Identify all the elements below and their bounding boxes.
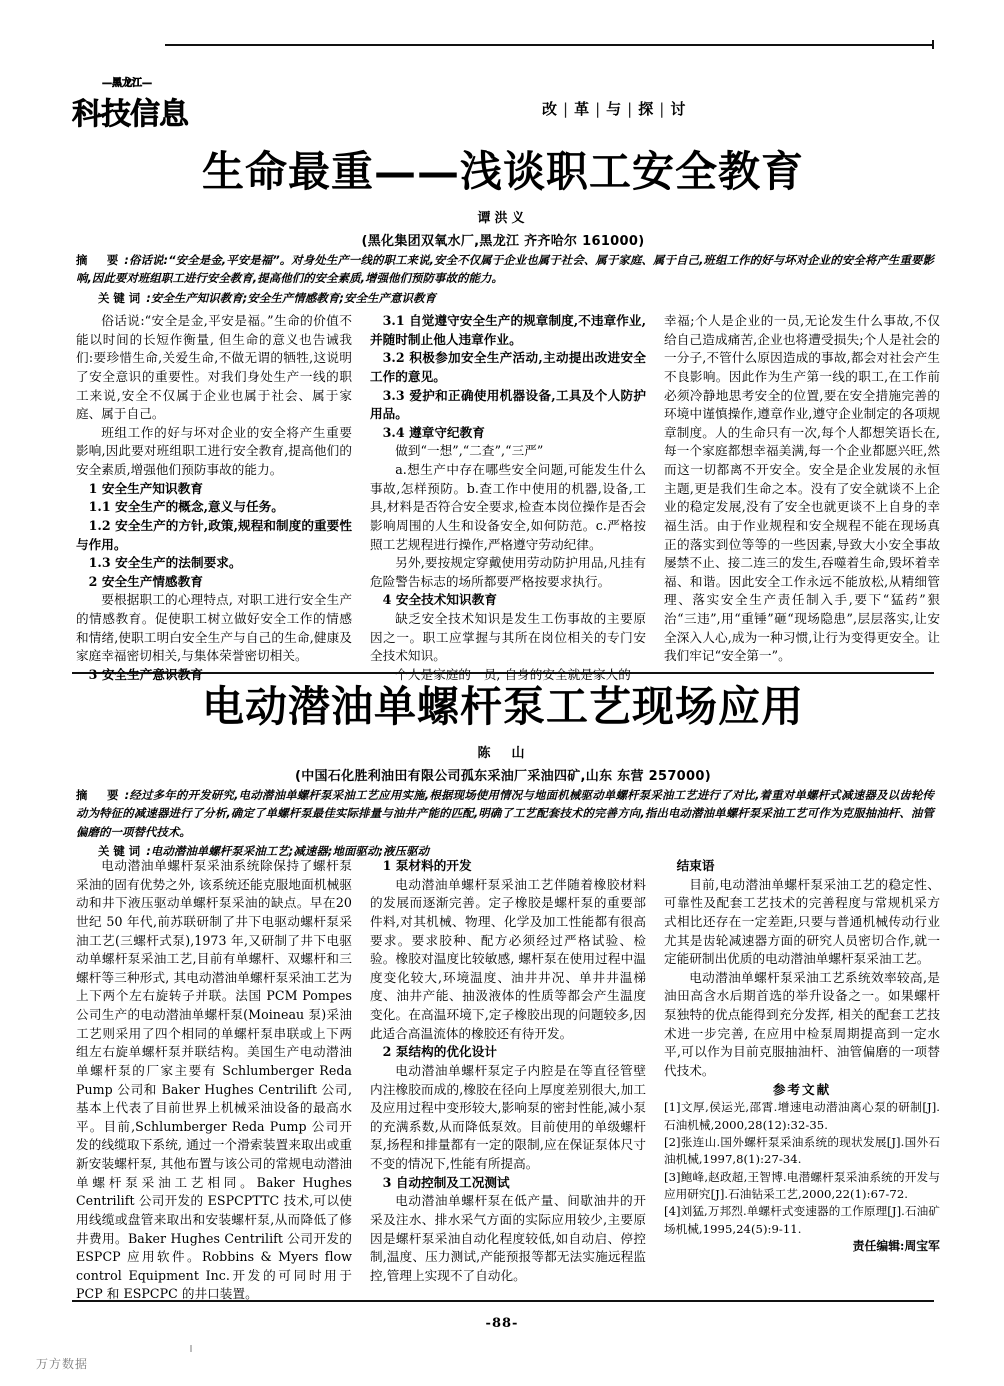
article-separator-rule: [72, 672, 934, 674]
article-2-col3-para-2: 目前,电动潜油单螺杆泵采油工艺的稳定性、可靠性及配套工艺技术的完善程度与常规机采方式相比还存在一定差距,只要与普通机械传动行业尤其是齿轮减速器方面的研究人员密切合作,就一定能研制出优质的电动潜油单螺杆泵采油工艺。: [664, 876, 940, 967]
database-watermark: 万方数据: [36, 1357, 89, 1371]
section-word-0: 改: [542, 100, 560, 118]
keywords-label-2: 关键词: [98, 844, 145, 859]
article-1-col1-para-9: 3 安全生产意识教育: [88, 666, 203, 682]
article-1-col1-para-8: 要根据职工的心理特点, 对职工进行安全生产的情感教育。促使职工树立做好安全工作的情感和情绪,使职工明白安全生产与自己的生命,健康及家庭幸福密切相关,与集体荣誉密切相关。: [76, 592, 352, 664]
article-1-col2-para-9: 缺乏安全技术知识是发生工伤事故的主要原因之一。职工应掌握与其所在岗位相关的专门安全技术知识。: [370, 611, 646, 664]
article-2-col2-para-4: 电动潜油单螺杆泵定子内腔是在等直径管壁内注橡胶而成的,橡胶在径向上厚度差别很大,加工及应用过程中变形较大,影响泵的密封性能,减小泵的充满系数,从而降低泵效。目前使用的单级螺杆泵,扬程和排量都有一定的限制,应在保证泵体尺寸不变的情况下,性能有所提高。: [370, 1062, 646, 1171]
abstract-label-2: 摘 要: [76, 788, 123, 802]
article-1-columns: [76, 312, 940, 685]
article-2-abstract-block: [76, 786, 934, 861]
article-1-col2-para-8: 4 安全技术知识教育: [382, 592, 497, 608]
abstract-text-1: :俗话说:“安全是金,平安是福”。对身处生产一线的职工来说,安全不仅属于企业也属于社会、属于家庭、属于自己,班组工作的好与坏对企业的安全将产生重要影响,因此要对班组职工进行安全教育,提高他们的安全素质,增强他们预防事故的能力。: [76, 253, 934, 286]
masthead: [72, 78, 934, 144]
page-number: -88-: [485, 1316, 519, 1331]
article-1-col1-para-5: 1.2 安全生产的方针,政策,规程和制度的重要性与作用。: [76, 517, 352, 552]
section-word-1: 革: [574, 100, 592, 118]
article-1-abstract-block: [76, 251, 934, 307]
section-sep-3: |: [659, 100, 667, 118]
article-1-col1-para-1: 俗话说:“安全是金,平安是福。”生命的价值不能以时间的长短作衡量, 但生命的意义也告诫我们:要珍惜生命,关爱生命,不做无谓的牺牲,这说明了安全意识的重要性。对我们身处生产一线的职工来说,安全不仅属于企业也属于社会、属于家庭、属于自己。: [76, 313, 352, 422]
article-1-column-1: [76, 312, 352, 685]
section-word-3: 探: [638, 100, 656, 118]
article-2-col3-para-9: 责任编辑:周宝军: [852, 1239, 940, 1254]
article-1-col1-para-3: 1 安全生产知识教育: [88, 480, 203, 496]
article-1-col1-para-6: 1.3 安全生产的法制要求。: [88, 555, 242, 571]
section-sep-2: |: [627, 100, 635, 118]
article-2-col1-para-1: 电动潜油单螺杆泵采油系统除保持了螺杆泵采油的固有优势之外, 该系统还能克服地面机械驱动和井下液压驱动单螺杆泵采油的缺点。早在20 世纪 50 年代,前苏联研制了井下电驱动螺杆泵采油工艺(三螺杆式泵),1973 年,又研制了井下电驱动单螺杆泵采油工艺,目前有单螺杆、双螺杆和三螺杆等三种形式, 其电动潜油单螺杆泵采油工艺为上下两个左右旋转子并联。法国 PCM Pompes 公司生产的电动潜油单螺杆泵(Moineau 泵)采油工艺则采用了四个相同的单螺杆泵串联或上下两组左右旋单螺杆泵并联结构。美国生产电动潜油单螺杆泵的厂家主要有 Schlumberger Reda Pump 公司和 Baker Hughes Centrilift 公司,基本上代表了目前世界上机械采油设备的最高水平。目前,Schlumberger Reda Pump 公司开发的线缆取下系统, 通过一个滑索装置来取出或重新安装螺杆泵, 其他布置与该公司的常规电动潜油单螺杆泵采油工艺相同。Baker Hughes Centrilift 公司开发的 ESPCPTTC 技术,可以使用线缆或盘管来取出和安装螺杆泵,从而降低了修井费用。Baker Hughes Centrilift 公司开发的 ESPCP 应用软件。Robbins & Myers flow control Equipment Inc.开发的可同时用于 PCP 和 ESPCPC 的井口装置。: [76, 858, 352, 1302]
journal-name: 科技信息: [72, 97, 188, 132]
article-1-col2-para-3: 3.3 爱护和正确使用机器设备,工具及个人防护用品。: [370, 387, 646, 422]
province-label: —黑龙江—: [102, 78, 152, 89]
article-2-col3-para-6: [2]张连山.国外螺杆泵采油系统的现状发展[J].国外石油机械,1997,8(1):27-34.: [664, 1134, 940, 1167]
article-1-keywords: [76, 289, 934, 307]
article-2-col2-para-6: 电动潜油单螺杆泵在低产量、间歇油井的开采及注水、排水采气方面的实际应用较少,主要原因是螺杆泵采油自动化程度较低,如自动启、停控制,温度、压力测试,产能预报等都无法实施远程监控,管理上实现不了自动化。: [370, 1193, 646, 1283]
article-1-col2-para-7: 另外,要按规定穿戴使用劳动防护用品,凡挂有危险警告标志的场所都要严格按要求执行。: [370, 555, 646, 589]
article-1-col2-para-5: 做到“一想”,“二查”,“三严”: [395, 443, 544, 459]
article-1-col2-para-10: 个人是家庭的一员, 自身的安全就是家人的: [395, 666, 631, 682]
article-1-col3-para-1: 幸福;个人是企业的一员,无论发生什么事故,不仅给自己造成痛苦,企业也将遭受损失;个人是社会的一分子,不管什么原因造成的事故,都会对社会产生不良影响。因此作为生产第一线的职工,在工作前必须冷静地思考安全的位置,要在安全措施完善的环境中谨慎操作,遵章作业,遵守企业制定的各项规章制度。人的生命只有一次,每个人都想笑语长在,每一个家庭都想幸福美满,每一个企业都愿兴旺,然而这一切都离不开安全。安全是企业发展的永恒主题,更是我们生命之本。没有了安全就谈不上企业的稳定发展,没有了安全也就更谈不上自身的幸福生活。由于作业规程和安全规程不能在现场真正的落实到位等等的一些因素,导致大小安全事故屡禁不止、接二连三的发生,吞噬着生命,毁坏着幸福、和谐。因此安全工作永远不能放松,从精细管理、落实安全生产责任制入手,要下“猛药”狠治“三违”,用“重锤”砸“现场隐患”,层层落实,让安全深入人心,成为一种习惯,让行为变得更安全。让我们牢记“安全第一”。: [664, 313, 940, 664]
article-1-column-3: [664, 312, 940, 685]
article-2-abstract: [76, 786, 934, 841]
article-1-col2-para-4: 3.4 遵章守纪教育: [382, 424, 485, 440]
article-1-affiliation: (黑化集团双氧水厂,黑龙江 齐齐哈尔 161000): [361, 234, 645, 249]
article-2-col3-para-8: [4]刘猛,万邦烈.单螺杆式变速器的工作原理[J].石油矿场机械,1995,24(5):9-11.: [664, 1204, 940, 1236]
article-2-col3-para-3: 电动潜油单螺杆泵采油工艺系统效率较高,是油田高含水后期首选的举升设备之一。如果螺杆泵独特的优点能得到充分发挥, 相关的配套工艺技术进一步完善, 在应用中检泵周期提高到一定水平,可以作为目前克服抽油杆、油管偏磨的一项替代技术。: [664, 969, 940, 1078]
article-1-col2-para-2: 3.2 积极参加安全生产活动,主动提出改进安全工作的意见。: [370, 350, 646, 384]
article-2-col2-para-3: 2 泵结构的优化设计: [382, 1044, 497, 1060]
abstract-text-2: :经过多年的开发研究,电动潜油单螺杆泵采油工艺应用实施,根据现场使用情况与地面机械驱动单螺杆泵采油工艺进行了对比,着重对单螺杆式减速器及以齿轮传动为特征的减速器进行了分析,确定了单螺杆泵最佳实际排量与油井产能的匹配,明确了工艺配套技术的完善方向,指出电动潜油单螺杆泵采油工艺可作为克服抽油杆、油管偏磨的一项替代技术。: [76, 788, 934, 839]
article-2-col3-para-4: 参考文献: [772, 1081, 832, 1097]
article-2-column-1: [76, 857, 352, 1304]
article-2-affiliation: (中国石化胜利油田有限公司孤东采油厂采油四矿,山东 东营 257000): [295, 769, 711, 784]
article-1-column-2: [370, 312, 646, 685]
article-2-col3-para-7: [3]鲍峰,赵政超,王智博.电潜螺杆泵采油系统的开发与应用研究[J].石油钻采工艺,2000,22(1):67-72.: [664, 1169, 940, 1202]
article-2-author: 陈 山: [477, 746, 529, 761]
article-1-abstract: [76, 251, 934, 288]
article-2-col2-para-5: 3 自动控制及工况测试: [382, 1174, 510, 1190]
article-2-column-2: [370, 857, 646, 1304]
scan-speck: [190, 1345, 192, 1352]
section-tag: [542, 98, 687, 119]
article-1-col2-para-1: 3.1 自觉遵守安全生产的规章制度,不违章作业,并随时制止他人违章作业。: [370, 313, 646, 347]
article-2-col3-para-5: [1]文厚,侯运光,邵霄.增速电动潜油离心泵的研制[J].石油机械,2000,28(12):32-35.: [664, 1100, 940, 1132]
article-2-col3-para-1: 结束语: [676, 858, 715, 873]
keywords-text-2: :电动潜油单螺杆泵采油工艺;减速器;地面驱动;液压驱动: [146, 844, 430, 859]
keywords-text-1: :安全生产知识教育;安全生产情感教育;安全生产意识教育: [146, 290, 436, 305]
article-1-col1-para-7: 2 安全生产情感教育: [88, 573, 203, 589]
section-word-2: 与: [606, 100, 624, 118]
section-sep-1: |: [595, 100, 603, 118]
section-sep-0: |: [563, 100, 571, 118]
article-2-col2-para-1: 1 泵材料的开发: [382, 858, 472, 873]
keywords-label-1: 关键词: [98, 290, 145, 305]
article-2-title: 电动潜油单螺杆泵工艺现场应用: [201, 682, 804, 731]
article-1-title: 生命最重——浅谈职工安全教育: [201, 147, 804, 196]
masthead-rule-tick: [932, 40, 934, 49]
article-2-column-3: [664, 857, 940, 1304]
section-word-4: 讨: [670, 100, 688, 118]
page-bottom-rule: [72, 1300, 934, 1302]
article-1-col2-para-6: a.想生产中存在哪些安全问题,可能发生什么事故,怎样预防。b.查工作中使用的机器,设备,工具,材料是否符合安全要求,检查本岗位操作是否会影响周围的人生和设备安全,如何防范。c.严格按照工艺规程进行操作,严格遵守劳动纪律。: [370, 462, 646, 552]
abstract-label-1: 摘 要: [76, 253, 123, 267]
article-1-col1-para-4: 1.1 安全生产的概念,意义与任务。: [88, 499, 284, 515]
article-1-col1-para-2: 班组工作的好与坏对企业的安全将产生重要影响,因此要对班组职工进行安全教育,提高他们的安全素质,增强他们预防事故的能力。: [76, 424, 352, 477]
article-2-columns: [76, 857, 940, 1304]
masthead-rule: [165, 44, 934, 46]
article-1-author: 谭洪义: [477, 211, 529, 226]
article-2-col2-para-2: 电动潜油单螺杆泵采油工艺伴随着橡胶材料的发展而逐渐完善。定子橡胶是螺杆泵的重要部件料,对其机械、物理、化学及加工性能都有很高要求。要求胶种、配方必须经过严格试验、检验。橡胶对温度比较敏感, 螺杆泵在使用过程中温度变化较大,环境温度、油井井况、单井井温梯度、油井产能、抽汲液体的性质等都会产生温度变化。在高温环境下,定子橡胶出现的问题较多,因此适合高温流体的橡胶还有待开发。: [370, 876, 646, 1041]
